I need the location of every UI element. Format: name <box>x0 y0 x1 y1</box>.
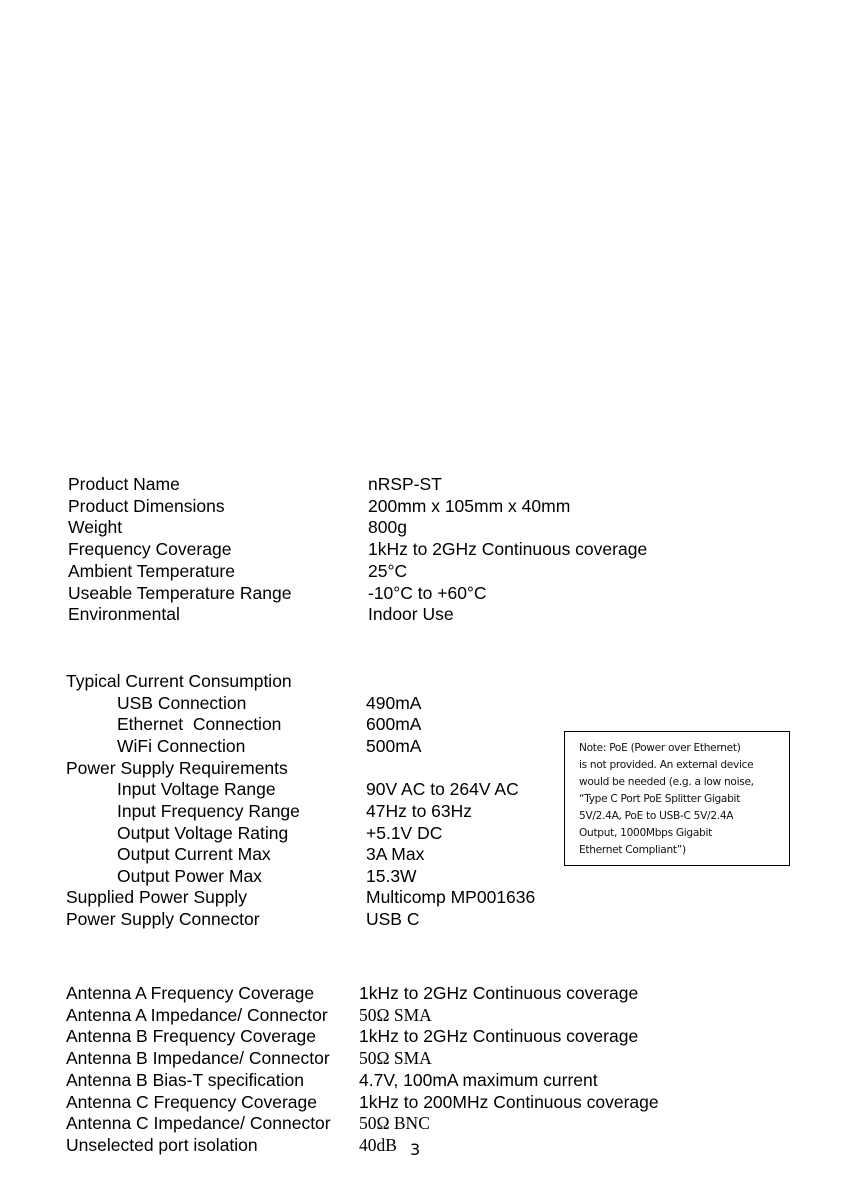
spec-value: 47Hz to 63Hz <box>366 801 473 821</box>
spec-label: Product Name <box>68 474 180 494</box>
spec-value: 600mA <box>366 714 422 734</box>
note-line: “Type C Port PoE Splitter Gigabit <box>579 793 741 805</box>
spec-label: Output Power Max <box>117 866 262 886</box>
spec-label: Product Dimensions <box>68 496 225 516</box>
note-line: Ethernet Compliant”) <box>579 844 686 856</box>
spec-value: 1kHz to 2GHz Continuous coverage <box>368 539 648 559</box>
spec-value: 3A Max <box>366 844 425 864</box>
spec-section-label: Typical Current Consumption <box>66 671 292 691</box>
spec-value: 490mA <box>366 693 422 713</box>
spec-value: Multicomp MP001636 <box>366 887 536 907</box>
spec-value: 40dB <box>359 1135 397 1155</box>
spec-value: 1kHz to 200MHz Continuous coverage <box>359 1092 659 1112</box>
spec-value: 4.7V, 100mA maximum current <box>359 1070 598 1090</box>
spec-value: USB C <box>366 909 420 929</box>
spec-label: Supplied Power Supply <box>66 887 247 907</box>
spec-label: Weight <box>68 517 123 537</box>
note-line: 5V/2.4A, PoE to USB-C 5V/2.4A <box>579 810 734 822</box>
spec-label: Antenna A Frequency Coverage <box>66 983 315 1003</box>
spec-label: WiFi Connection <box>117 736 246 756</box>
spec-label: USB Connection <box>117 693 247 713</box>
spec-value: 500mA <box>366 736 422 756</box>
page-number: 3 <box>410 1140 421 1159</box>
spec-label: Power Supply Connector <box>66 909 260 929</box>
spec-value: 15.3W <box>366 866 417 886</box>
spec-label: Output Current Max <box>117 844 271 864</box>
spec-label: Input Frequency Range <box>117 801 300 821</box>
spec-value: +5.1V DC <box>366 823 443 843</box>
spec-label: Antenna C Impedance/ Connector <box>66 1113 331 1133</box>
poe-note-box <box>564 731 790 866</box>
note-line: would be needed (e.g. a low noise, <box>579 776 754 788</box>
spec-label: Antenna C Frequency Coverage <box>66 1092 317 1112</box>
spec-value: Indoor Use <box>368 604 454 624</box>
spec-value: 50Ω SMA <box>359 1005 432 1025</box>
spec-label: Frequency Coverage <box>68 539 232 559</box>
spec-label: Useable Temperature Range <box>68 583 292 603</box>
note-line: Output, 1000Mbps Gigabit <box>579 827 712 839</box>
spec-label: Input Voltage Range <box>117 779 276 799</box>
spec-label: Output Voltage Rating <box>117 823 289 843</box>
spec-label: Environmental <box>68 604 180 624</box>
spec-value: 800g <box>368 517 407 537</box>
spec-value: -10°C to +60°C <box>368 583 487 603</box>
spec-value: 50Ω SMA <box>359 1048 432 1068</box>
spec-label: Ethernet Connection <box>117 714 282 734</box>
spec-label: Antenna B Impedance/ Connector <box>66 1048 330 1068</box>
spec-value: 50Ω BNC <box>359 1113 430 1133</box>
spec-label: Antenna B Frequency Coverage <box>66 1026 317 1046</box>
note-line: Note: PoE (Power over Ethernet) <box>579 742 741 754</box>
spec-section-label: Power Supply Requirements <box>66 758 288 778</box>
spec-value: 25°C <box>368 561 408 581</box>
spec-value: nRSP-ST <box>368 474 442 494</box>
spec-label: Ambient Temperature <box>68 561 235 581</box>
spec-label: Antenna A Impedance/ Connector <box>66 1005 328 1025</box>
spec-value: 90V AC to 264V AC <box>366 779 519 799</box>
spec-value: 1kHz to 2GHz Continuous coverage <box>359 1026 639 1046</box>
spec-value: 1kHz to 2GHz Continuous coverage <box>359 983 639 1003</box>
spec-label: Unselected port isolation <box>66 1135 258 1155</box>
spec-value: 200mm x 105mm x 40mm <box>368 496 571 516</box>
spec-label: Antenna B Bias-T specification <box>66 1070 305 1090</box>
note-line: is not provided. An external device <box>579 759 754 771</box>
